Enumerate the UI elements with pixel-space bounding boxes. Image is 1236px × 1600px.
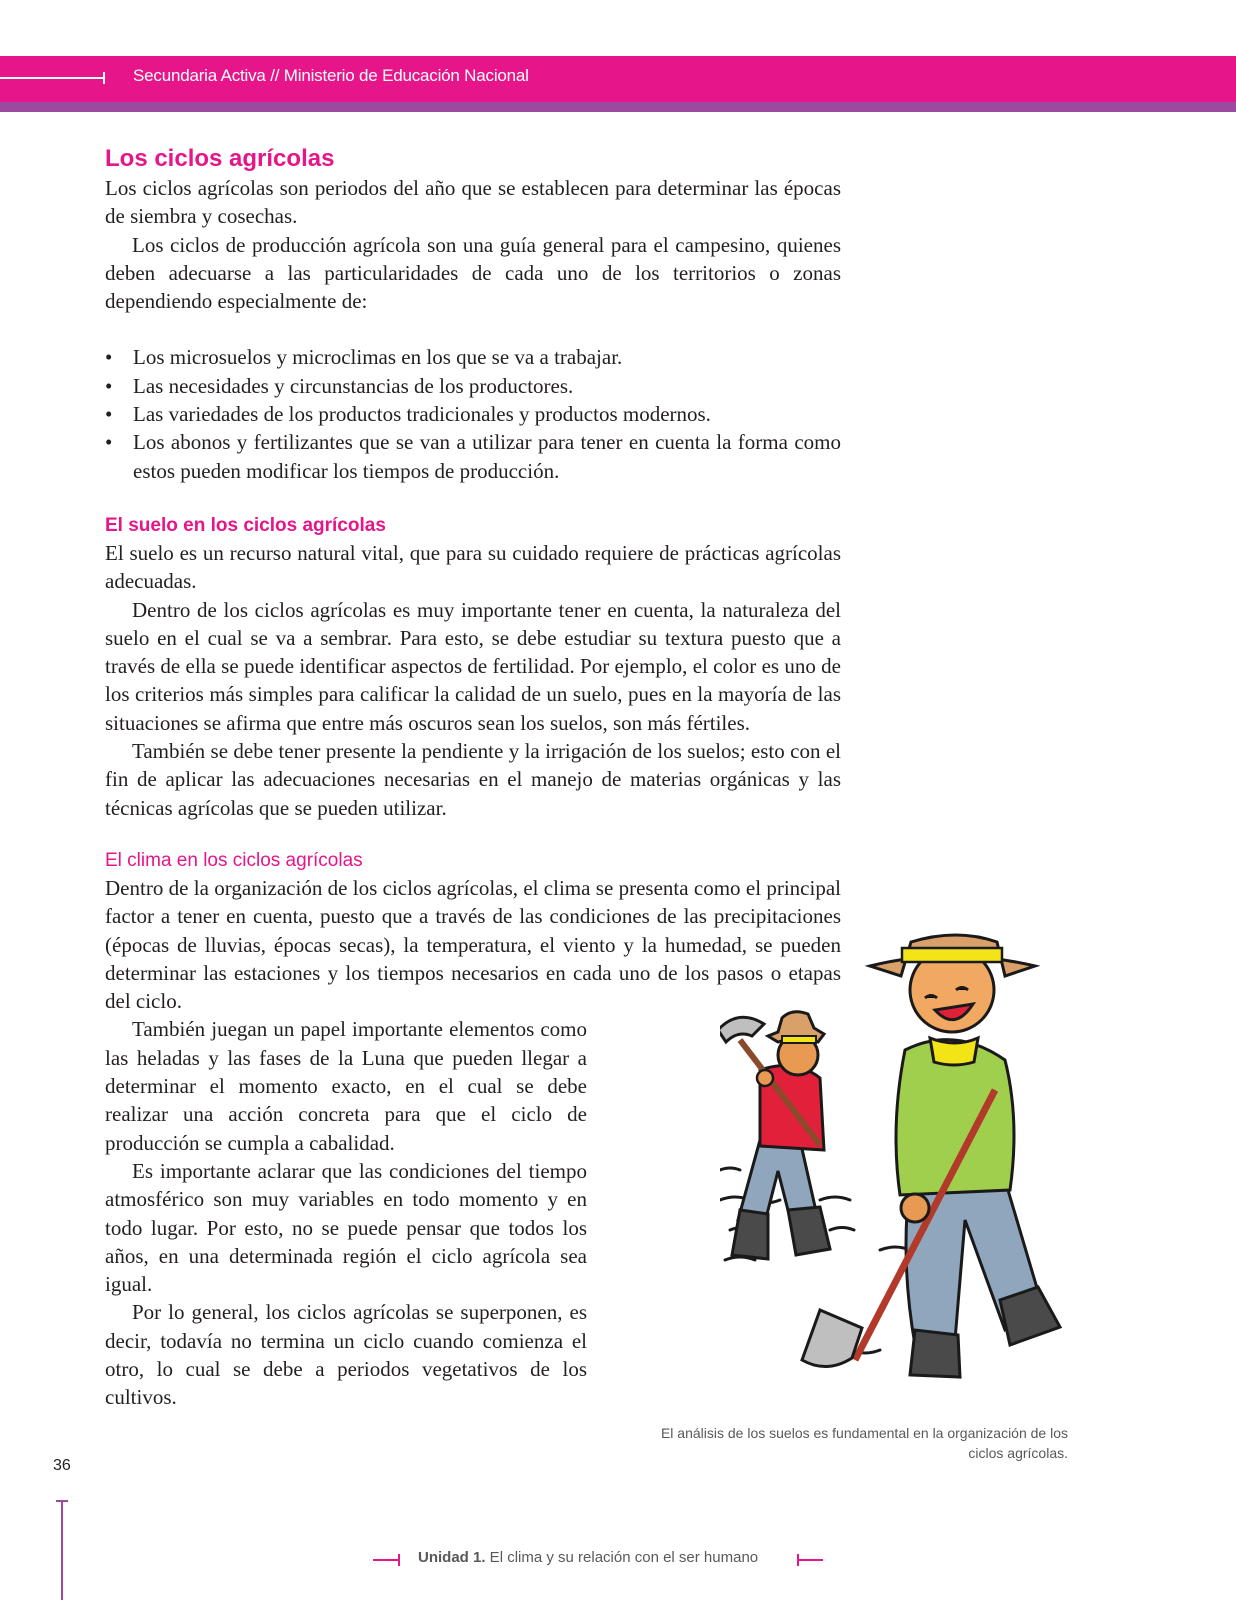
- section-title-clima: El clima en los ciclos agrícolas: [105, 849, 363, 871]
- small-farmer: [720, 1012, 830, 1259]
- header-title: Secundaria Activa // Ministerio de Educación Nacional: [133, 66, 529, 85]
- margin-line: [61, 1500, 63, 1600]
- figure-caption: El análisis de los suelos es fundamental en la organización de los ciclos agrícolas.: [660, 1425, 1068, 1461]
- footer-decor-line: [373, 1559, 399, 1561]
- footer-title: El clima y su relación con el ser humano: [485, 1549, 759, 1566]
- paragraph: Los ciclos agrícolas son periodos del año que se establecen para determinar las épocas de siembra y cosechas.: [105, 176, 841, 229]
- footer-decor-line: [797, 1559, 823, 1561]
- header-decor-line: [0, 77, 104, 79]
- section-title-ciclos: Los ciclos agrícolas: [105, 145, 335, 172]
- paragraph: Dentro de los ciclos agrícolas es muy importante tener en cuenta, la naturaleza del suelo en el cual se va a sembrar. Para esto, se debe estudiar su textura puesto que a través de ella se puede identificar aspectos de fertilidad. Por ejemplo, el color es uno de los criterios más simples para calificar la calidad de un suelo, pues en la mayoría de las situaciones se afirma que entre más oscuros sean los suelos, son más fértiles.: [105, 597, 841, 735]
- bullet-list: [105, 343, 841, 484]
- paragraph: También juegan un papel importante elementos como las heladas y las fases de la Luna que pueden llegar a determinar el momento exacto, en el cual se debe realizar una acción concreta para que el ciclo de producción se cumpla a cabalidad.: [105, 1017, 587, 1155]
- farmers-illustration: [720, 930, 1080, 1400]
- paragraph: El suelo es un recurso natural vital, que para su cuidado requiere de prácticas agrícolas adecuadas.: [105, 540, 841, 594]
- list-item: • Los microsuelos y microclimas en los que se va a trabajar.: [105, 345, 623, 370]
- section-title-suelo: El suelo en los ciclos agrícolas: [105, 514, 386, 536]
- header-decor-tick: [103, 72, 105, 84]
- footer-decor-tick: [398, 1554, 400, 1566]
- page-number: 36: [53, 1457, 71, 1474]
- list-item: • Las variedades de los productos tradicionales y productos modernos.: [105, 402, 711, 427]
- header-stripe: [0, 102, 1236, 112]
- big-farmer: [802, 935, 1060, 1377]
- narrow-column: [105, 1015, 587, 1411]
- list-item: • Los abonos y fertilizantes que se van a utilizar para tener en cuenta la forma como estos pueden modificar los tiempos de producción.: [105, 430, 841, 483]
- footer-unit: Unidad 1.: [418, 1549, 486, 1566]
- paragraph: Es importante aclarar que las condiciones del tiempo atmosférico son muy variables en todo momento y en todo lugar. Por esto, no se puede pensar que todos los años, en una determinada región el ciclo agrícola sea igual.: [105, 1158, 587, 1297]
- paragraph: También se debe tener presente la pendiente y la irrigación de los suelos; esto con el fin de aplicar las adecuaciones necesarias en el manejo de materias orgánicas y las técnicas agrícolas que se pueden utilizar.: [105, 739, 841, 820]
- paragraph: Los ciclos de producción agrícola son una guía general para el campesino, quienes deben adecuarse a las particularidades de cada uno de los territorios o zonas dependiendo especialmente de:: [105, 232, 841, 314]
- footer-text: [418, 1549, 758, 1566]
- list-item: • Las necesidades y circunstancias de los productores.: [105, 373, 574, 398]
- paragraph: Dentro de la organización de los ciclos agrícolas, el clima se presenta como el principal factor a tener en cuenta, puesto que a través de las condiciones de las precipitaciones (épocas de lluvias, épocas secas), la temperatura, el viento y la humedad, se pueden determinar las estaciones y los tiempos necesarios en cada uno de los pasos o etapas del ciclo.: [105, 875, 841, 1014]
- paragraph: Por lo general, los ciclos agrícolas se superponen, es decir, todavía no termina un ciclo cuando comienza el otro, lo cual se debe a periodos vegetativos de los cultivos.: [105, 1300, 587, 1410]
- footer: [373, 1549, 833, 1571]
